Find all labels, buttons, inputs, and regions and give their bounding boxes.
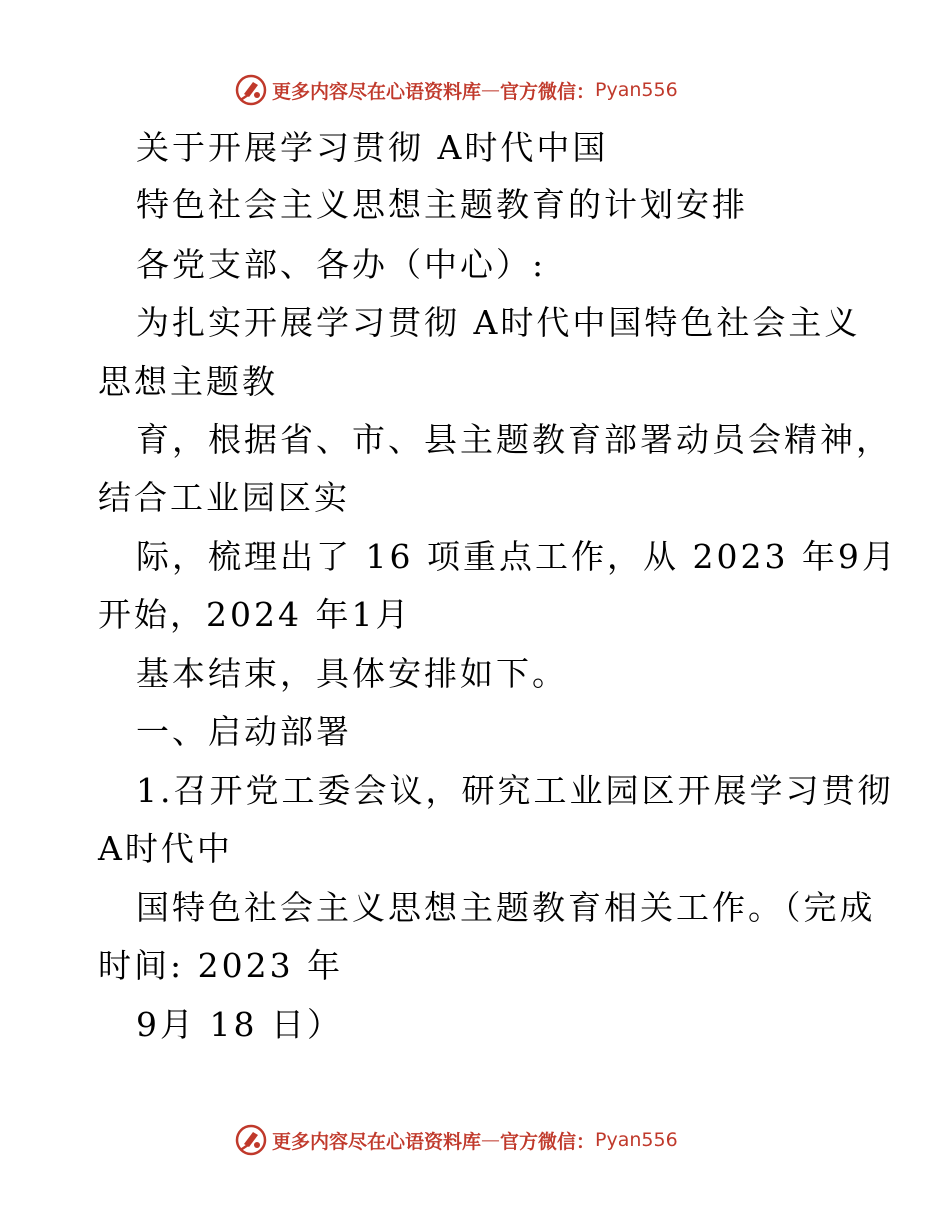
doc-paragraph-line: 1.召开党工委会议，研究工业园区开展学习贯彻 [136,771,894,810]
doc-section-heading: 一、启动部署 [136,712,352,751]
doc-paragraph-line: 9月 18 日） [136,1005,343,1044]
watermark-wechat-id: Pyan556 [595,79,678,101]
watermark-separator: — [481,79,501,101]
watermark-footer [234,1123,678,1157]
doc-paragraph-line: 开始，2024 年1月 [98,595,412,634]
doc-paragraph-line: 思想主题教 [98,362,278,401]
doc-paragraph-line: 基本结束，具体安排如下。 [136,654,568,693]
doc-paragraph-line: 国特色社会主义思想主题教育相关工作。（完成 [136,888,876,927]
watermark-text: 更多内容尽在心语资料库 [272,80,482,103]
watermark-text: 更多内容尽在心语资料库 [272,1130,482,1153]
doc-title-line-1: 关于开展学习贯彻 A时代中国 [136,128,609,167]
doc-title-line-2: 特色社会主义思想主题教育的计划安排 [136,185,748,224]
brand-logo-icon [234,73,268,107]
doc-salutation: 各党支部、各办（中心）: [136,245,547,284]
doc-paragraph-line: 育，根据省、市、县主题教育部署动员会精神， [136,420,892,459]
brand-logo-icon [234,1123,268,1157]
doc-paragraph-line: 时间: 2023 年 [98,946,344,985]
watermark-wechat-label: 官方微信： [500,80,596,103]
watermark-wechat-id: Pyan556 [595,1129,678,1151]
doc-paragraph-line: 际，梳理出了 16 项重点工作，从 2023 年9月 [136,537,898,576]
watermark-separator: — [481,1129,501,1151]
doc-paragraph-line: A时代中 [98,829,233,868]
watermark-wechat-label: 官方微信： [500,1130,596,1153]
doc-paragraph-line: 结合工业园区实 [98,478,350,517]
watermark-header [234,73,678,107]
doc-paragraph-line: 为扎实开展学习贯彻 A时代中国特色社会主义 [136,303,861,342]
